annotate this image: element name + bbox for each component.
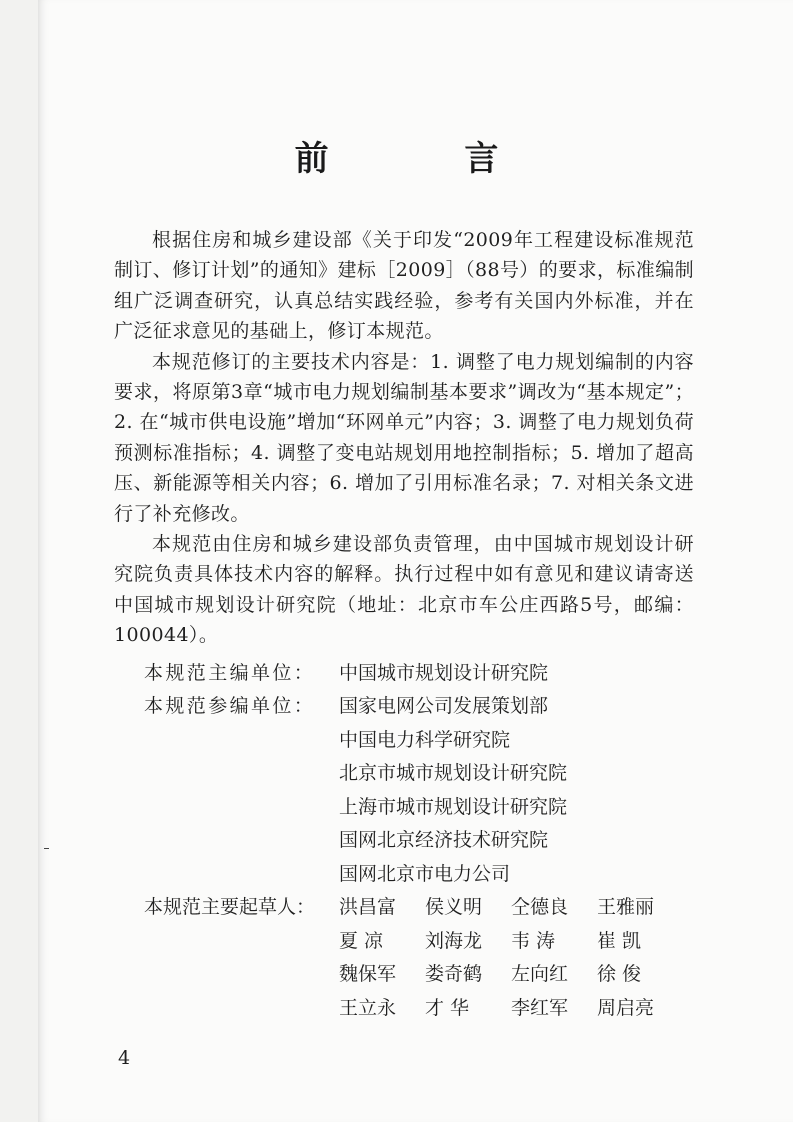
chief-unit-value: 中国城市规划设计研究院 <box>339 661 549 684</box>
participating-unit-row <box>114 824 694 858</box>
drafters-label: 本规范主要起草人： <box>144 896 316 919</box>
drafter-name: 夏 凉 <box>339 929 384 952</box>
participating-unit: 中国电力科学研究院 <box>339 728 511 751</box>
participating-unit: 国家电网公司发展策划部 <box>339 695 549 718</box>
participating-unit: 国网北京市电力公司 <box>339 862 511 885</box>
drafter-name: 崔 凯 <box>597 929 642 952</box>
margin-mark <box>44 848 49 849</box>
participating-unit-row <box>114 757 694 791</box>
drafter-name: 娄奇鹤 <box>425 963 483 986</box>
chief-unit-label: 本规范主编单位： <box>144 661 316 684</box>
drafter-names <box>339 958 694 992</box>
drafter-name: 洪昌富 <box>339 896 397 919</box>
participating-unit-row <box>114 858 694 892</box>
paragraph-revision-content: 本规范修订的主要技术内容是：1. 调整了电力规划编制的内容要求，将原第3章“城市电力规划编制基本要求”调改为“基本规定”；2. 在“城市供电设施”增加“环网单元”内容；3. 调整了电力规划负荷预测标准指标；4. 调整了变电站规划用地控制指标；5. 增加了超高压、新能源等相关内容；6. 增加了引用标准名录；7. 对相关条文进行了补充修改。 <box>114 350 694 525</box>
page-title: 前 言 <box>294 139 561 179</box>
participating-unit: 北京市城市规划设计研究院 <box>339 762 568 785</box>
paragraph-management: 本规范由住房和城乡建设部负责管理，由中国城市规划设计研究院负责具体技术内容的解释。执行过程中如有意见和建议请寄送中国城市规划设计研究院（地址：北京市车公庄西路5号，邮编：100044）。 <box>114 533 694 647</box>
drafter-name: 仝德良 <box>511 896 569 919</box>
drafter-name: 侯义明 <box>425 896 483 919</box>
drafter-name: 左向红 <box>511 963 569 986</box>
chief-unit-row <box>114 657 694 691</box>
drafters-row <box>114 958 694 992</box>
drafter-names <box>339 992 694 1026</box>
drafter-name: 魏保军 <box>339 963 397 986</box>
drafter-name: 徐 俊 <box>597 963 642 986</box>
participating-unit-row <box>114 791 694 825</box>
units-block <box>114 657 694 1026</box>
drafter-name: 周启亮 <box>597 996 655 1019</box>
drafter-name: 王立永 <box>339 996 397 1019</box>
preface-body <box>114 225 694 1025</box>
participating-units-label: 本规范参编单位： <box>144 695 316 718</box>
drafter-names <box>339 925 694 959</box>
page-number: 4 <box>118 1047 131 1069</box>
drafter-name: 刘海龙 <box>425 929 483 952</box>
paragraph-basis: 根据住房和城乡建设部《关于印发“2009年工程建设标准规范制订、修订计划”的通知》建标［2009］（88号）的要求，标准编制组广泛调查研究，认真总结实践经验，参考有关国内外标准，并在广泛征求意见的基础上，修订本规范。 <box>114 229 694 343</box>
drafter-name: 韦 涛 <box>511 929 556 952</box>
drafters-row <box>114 992 694 1026</box>
participating-unit-row <box>114 724 694 758</box>
drafter-names <box>339 891 694 925</box>
drafters-row <box>114 925 694 959</box>
drafters-row <box>114 891 694 925</box>
participating-unit-row <box>114 690 694 724</box>
drafter-name: 李红军 <box>511 996 569 1019</box>
drafter-name: 才 华 <box>425 996 470 1019</box>
drafter-name: 王雅丽 <box>597 896 655 919</box>
participating-unit: 上海市城市规划设计研究院 <box>339 795 568 818</box>
participating-unit: 国网北京经济技术研究院 <box>339 829 549 852</box>
